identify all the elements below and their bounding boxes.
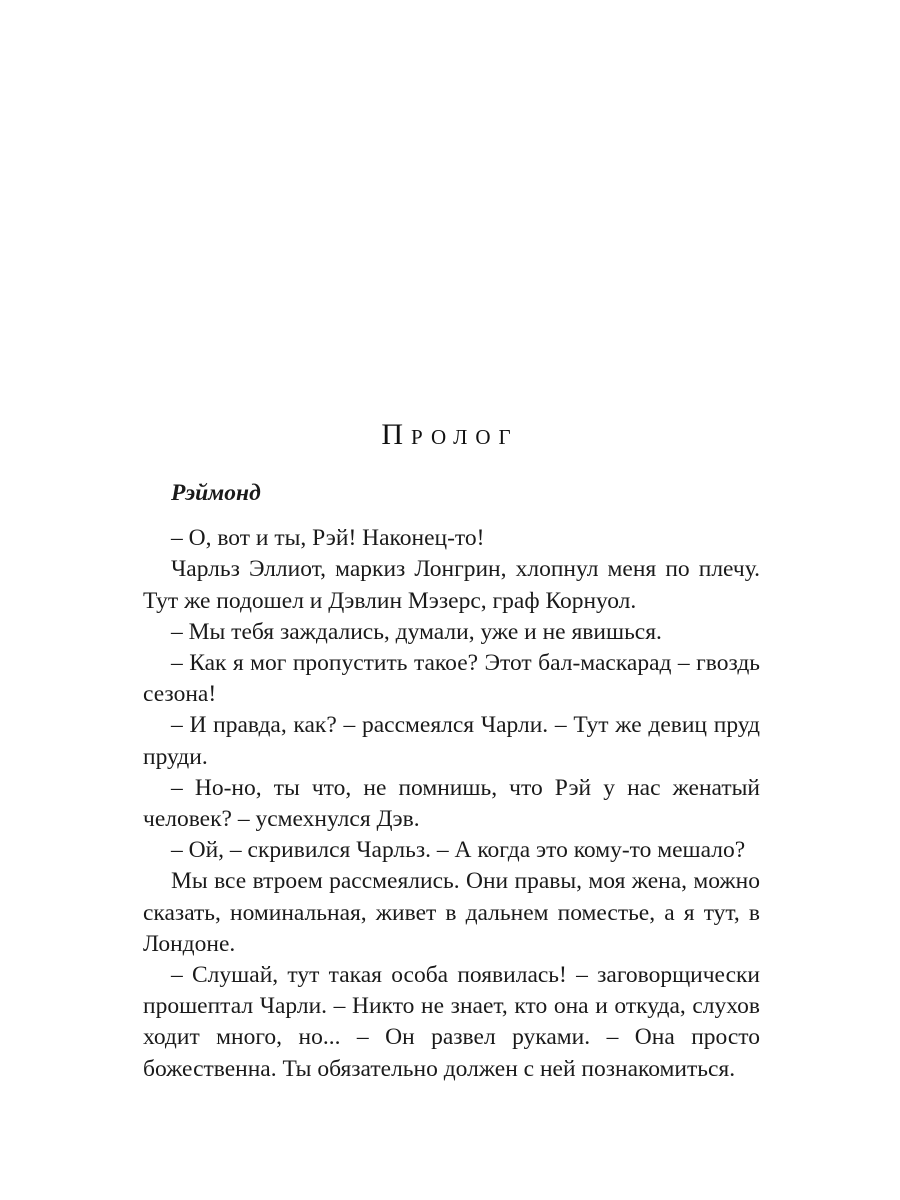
paragraph: – Ой, – скривился Чарльз. – А когда это кому-то мешало? [171,837,746,864]
paragraph: – Мы тебя заждались, думали, уже и не явишься. [171,618,662,645]
section-speaker: Рэймонд [171,480,261,506]
paragraph: – И правда, как? – рассмеялся Чарли. – Тут же девиц пруд пруди. [143,712,760,770]
chapter-title: Пролог [381,418,519,451]
paragraph: Мы все втроем рассмеялись. Они правы, моя жена, можно сказать, номинальная, живет в дальнем поместье, а я тут, в Лондоне. [143,868,760,957]
paragraph: – Но-но, ты что, не помнишь, что Рэй у нас женатый человек? – усмехнулся Дэв. [143,774,760,833]
paragraph: Чарльз Эллиот, маркиз Лонгрин, хлопнул меня по плечу. Тут же подошел и Дэвлин Мэзерс, граф Корнуол. [143,556,760,614]
chapter-body [143,478,760,1085]
paragraph: – Как я мог пропустить такое? Этот бал-маскарад – гвоздь сезона! [143,650,760,708]
paragraph: – Слушай, тут такая особа появилась! – заговорщически прошептал Чарли. – Никто не знает, кто она и откуда, слухов ходит много, но... – Он развел руками. – Она просто божественна. Ты обязательно должен с ней познакомиться. [143,962,760,1082]
paragraph: – О, вот и ты, Рэй! Наконец-то! [171,525,485,552]
